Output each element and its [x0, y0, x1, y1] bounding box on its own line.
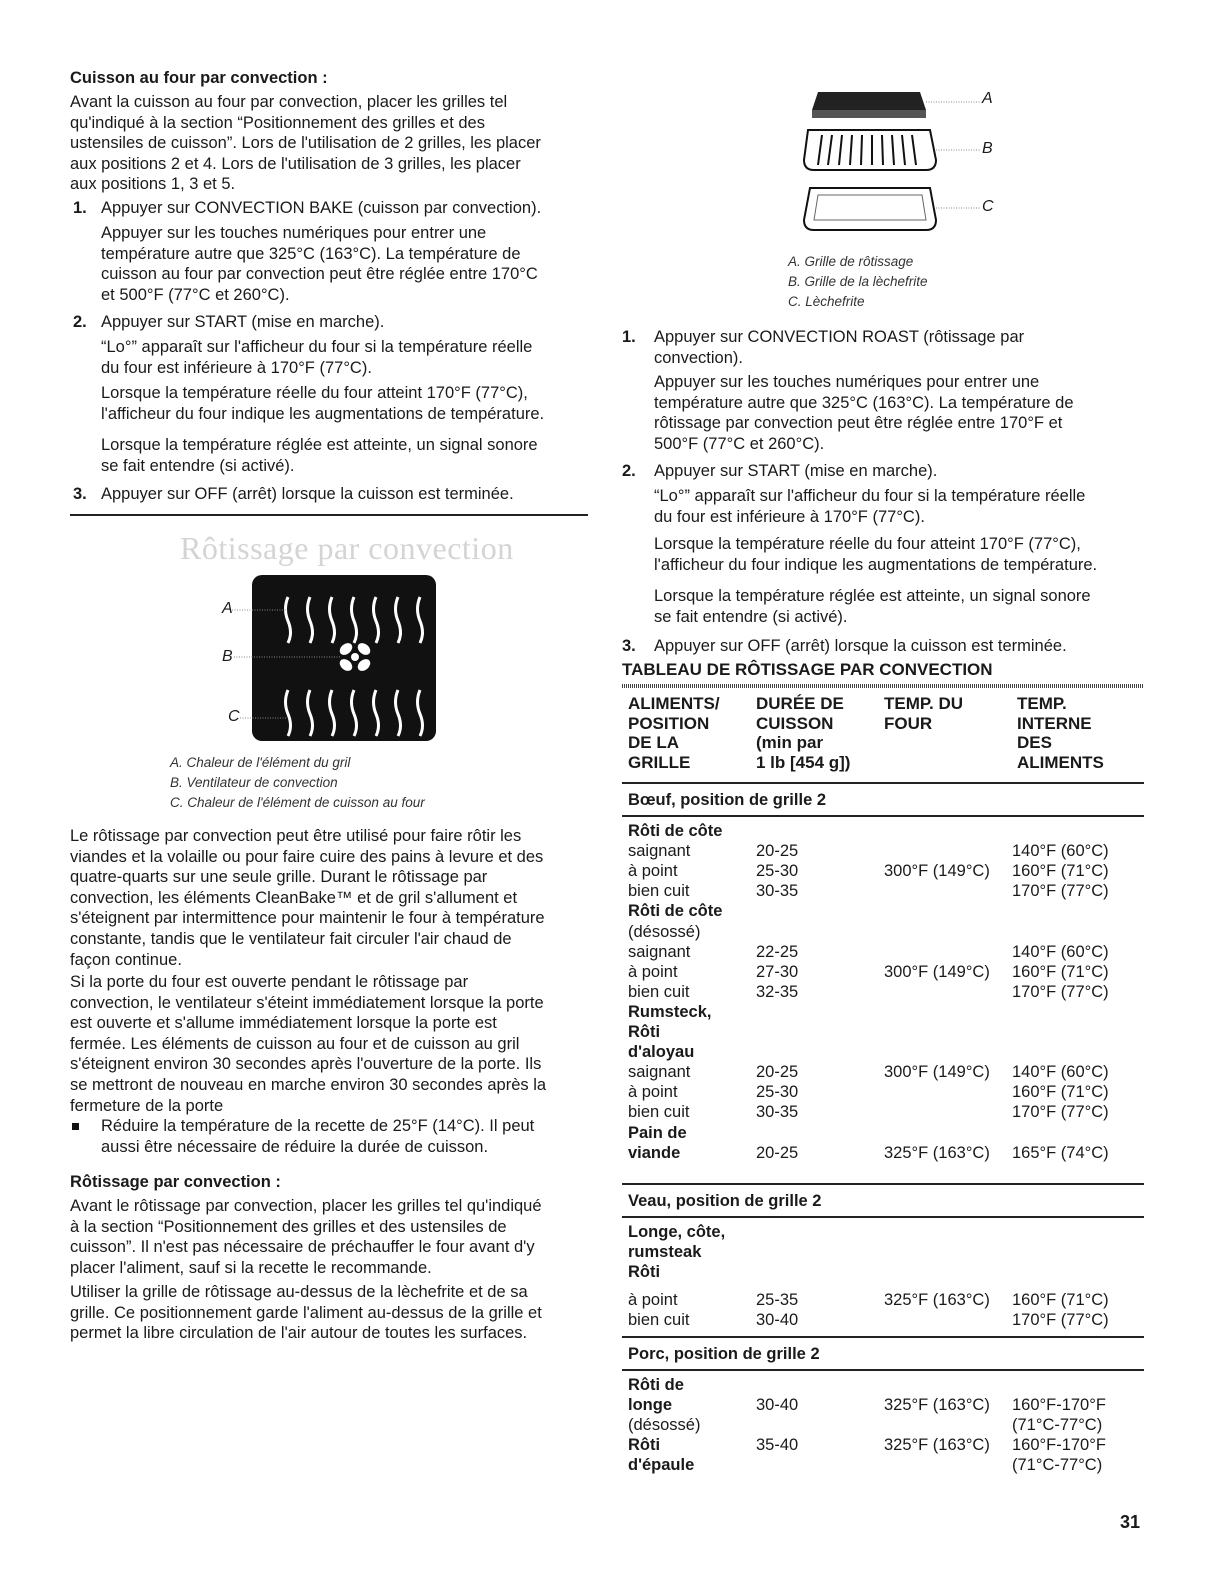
column-header-time — [756, 694, 850, 772]
table-section-pork: Porc, position de grille 2 — [628, 1345, 820, 1363]
internal-temp-cell: 170°F (77°C) — [1012, 882, 1109, 901]
header-line: INTERNE — [1017, 713, 1092, 733]
text-line: convection). — [654, 348, 743, 367]
text-line: l'afficheur du four indique les augmentations de température. — [101, 404, 545, 423]
time-cell: 20-25 — [756, 1063, 799, 1082]
step-text: Appuyer sur OFF (arrêt) lorsque la cuisson est terminée. — [101, 485, 514, 503]
text-line: Lorsque la température réglée est atteinte, un signal sonore — [101, 436, 538, 454]
oven-temp-cell: 300°F (149°C) — [884, 862, 990, 881]
step-detail — [654, 486, 1144, 527]
time-cell: 32-35 — [756, 982, 799, 1001]
internal-temp-cell: 170°F (77°C) — [1012, 1311, 1109, 1330]
internal-temp-cell: 140°F (60°C) — [1012, 1063, 1109, 1082]
text-line: fermée. Les éléments de cuisson au four et de cuisson au gril — [70, 1034, 520, 1053]
food-cell: Pain de — [628, 1123, 687, 1142]
step-number: 1. — [73, 199, 87, 217]
food-cell: rumsteak — [628, 1243, 702, 1262]
table-title: TABLEAU DE RÔTISSAGE PAR CONVECTION — [622, 660, 993, 679]
food-cell: bien cuit — [628, 1103, 690, 1122]
divider — [70, 514, 588, 516]
internal-temp-cell: 160°F-170°F — [1012, 1436, 1106, 1455]
table-row — [628, 1395, 1143, 1415]
food-cell: Rôti — [628, 1436, 661, 1455]
food-cell: à point — [628, 962, 678, 981]
food-cell: longe — [628, 1396, 672, 1415]
text-line: est ouverte et s'allume immédiatement lorsque la porte est — [70, 1014, 497, 1033]
table-row — [628, 1002, 1143, 1022]
table-row — [628, 1262, 1143, 1282]
text-line: Appuyer sur CONVECTION ROAST (rôtissage par — [654, 328, 1025, 346]
step-number: 1. — [622, 328, 636, 346]
figure-label-c: C — [982, 198, 994, 215]
oven-temp-cell: 300°F (149°C) — [884, 1063, 990, 1082]
figure-caption: A. Chaleur de l'élément du gril — [170, 755, 351, 770]
text-line: viandes et la volaille ou pour faire cuire des pains à levure et des — [70, 847, 544, 866]
text-line: ustensiles de cuisson”. Lors de l'utilisation de 2 grilles, les placer — [70, 134, 541, 153]
text-line: cuisson au four par convection peut être réglée entre 170°C — [101, 265, 538, 284]
table-row — [628, 1290, 1143, 1310]
header-line: GRILLE — [628, 752, 691, 772]
text-line: du four est inférieure à 170°F (77°C). — [654, 507, 925, 526]
food-cell: viande — [628, 1143, 681, 1162]
column-header-internal-temp — [1017, 694, 1104, 772]
text-line: Avant le rôtissage par convection, placer les grilles tel qu'indiqué — [70, 1197, 542, 1215]
convection-bake-intro — [70, 92, 590, 195]
figure-label-a: A — [982, 90, 993, 107]
text-line: se fait entendre (si activé). — [654, 607, 848, 626]
text-line: “Lo°” apparaît sur l'afficheur du four si la température réelle — [101, 338, 533, 356]
table-row — [628, 1123, 1143, 1143]
time-cell: 25-35 — [756, 1291, 799, 1310]
food-cell: bien cuit — [628, 982, 690, 1001]
figure-label-c: C — [228, 708, 240, 725]
figure-caption: C. Lèchefrite — [788, 294, 865, 309]
body-paragraph — [70, 972, 595, 1116]
text-line: s'éteignent environ 30 secondes après l'ouverture de la porte. Ils — [70, 1055, 542, 1074]
figure-caption: C. Chaleur de l'élément de cuisson au four — [170, 795, 425, 810]
text-line: placer l'aliment, sauf si la recette le recommande. — [70, 1258, 432, 1277]
table-row — [628, 881, 1143, 901]
step-text: Appuyer sur START (mise en marche). — [654, 462, 938, 480]
text-line: fermeture de la porte — [70, 1096, 224, 1115]
header-line: TEMP. — [1017, 694, 1067, 713]
table-row — [628, 861, 1143, 881]
table-rule — [622, 782, 1144, 784]
text-line: Lorsque la température réelle du four atteint 170°F (77°C), — [101, 384, 528, 402]
text-line: façon continue. — [70, 950, 182, 969]
text-line: Utiliser la grille de rôtissage au-dessus de la lèchefrite et de sa — [70, 1283, 528, 1301]
text-line: température autre que 325°C (163°C). La température de — [101, 244, 521, 263]
bullet-icon — [72, 1123, 79, 1130]
text-line: cuisson”. Il n'est pas nécessaire de préchauffer le four avant d'y — [70, 1238, 535, 1257]
figure-caption: A. Grille de rôtissage — [788, 254, 914, 269]
text-line: convection, les éléments CleanBake™ et de gril s'allument et — [70, 888, 518, 907]
table-row — [628, 922, 1143, 942]
food-cell: Rôti — [628, 1023, 661, 1041]
table-row — [628, 1102, 1143, 1122]
header-line: DES — [1017, 733, 1052, 752]
food-cell: à point — [628, 1291, 678, 1310]
step-text — [654, 327, 1144, 368]
food-cell: Rôti de — [628, 1376, 684, 1394]
internal-temp-cell: 160°F (71°C) — [1012, 962, 1109, 981]
time-cell: 22-25 — [756, 942, 799, 961]
text-line: s'éteignent par intermittence pour maintenir le four à température — [70, 909, 545, 928]
step-text: Appuyer sur START (mise en marche). — [101, 313, 385, 331]
section-title: Rôtissage par convection — [180, 530, 514, 566]
roasting-pan-diagram — [800, 80, 1010, 245]
internal-temp-cell: (71°C-77°C) — [1012, 1456, 1103, 1475]
food-cell: Rôti de côte — [628, 902, 723, 921]
body-paragraph — [70, 826, 595, 970]
food-cell: d'épaule — [628, 1456, 695, 1475]
step-text: Appuyer sur CONVECTION BAKE (cuisson par convection). — [101, 199, 542, 217]
header-line: DE LA — [628, 733, 679, 752]
food-cell: bien cuit — [628, 882, 690, 901]
table-row — [628, 962, 1143, 982]
table-row — [628, 1455, 1143, 1475]
text-line: à la section “Positionnement des grilles et des ustensiles de — [70, 1217, 507, 1236]
column-header-food — [628, 694, 720, 772]
text-line: aussi être nécessaire de réduire la durée de cuisson. — [101, 1137, 489, 1156]
text-line: aux positions 2 et 4. Lors de l'utilisation de 3 grilles, les placer — [70, 154, 521, 173]
table-rule — [622, 1369, 1144, 1371]
table-row — [628, 1310, 1143, 1330]
text-line: Appuyer sur les touches numériques pour entrer une — [101, 224, 487, 242]
roasting-pan-illustration — [800, 80, 1010, 245]
table-row — [628, 1222, 1143, 1242]
text-line: se fait entendre (si activé). — [101, 456, 295, 475]
oven-temp-cell: 325°F (163°C) — [884, 1143, 990, 1162]
text-line: qu'indiqué à la section “Positionnement des grilles et des — [70, 113, 485, 132]
internal-temp-cell: 165°F (74°C) — [1012, 1143, 1109, 1162]
table-row — [628, 1062, 1143, 1082]
text-line: “Lo°” apparaît sur l'afficheur du four si la température réelle — [654, 487, 1086, 505]
text-line: se mettront de nouveau en marche environ 30 secondes après la — [70, 1075, 547, 1094]
text-line: Le rôtissage par convection peut être utilisé pour faire rôtir les — [70, 827, 522, 845]
step-detail — [101, 337, 591, 378]
step-detail — [101, 223, 591, 305]
table-row — [628, 821, 1143, 841]
table-row — [628, 942, 1143, 962]
time-cell: 30-40 — [756, 1311, 799, 1330]
table-row — [628, 1242, 1143, 1262]
food-cell: Rôti — [628, 1263, 661, 1282]
figure-caption: B. Grille de la lèchefrite — [788, 274, 928, 289]
step-detail — [654, 372, 1144, 454]
text-line: permet la libre circulation de l'air autour de toutes les surfaces. — [70, 1324, 528, 1343]
text-line: l'afficheur du four indique les augmentations de température. — [654, 555, 1098, 574]
header-line: TEMP. DU — [884, 694, 964, 713]
time-cell: 27-30 — [756, 962, 799, 981]
food-cell: saignant — [628, 1063, 691, 1082]
food-cell: Rumsteck, — [628, 1002, 712, 1021]
text-line: convection, le ventilateur s'éteint immédiatement lorsque la porte — [70, 993, 544, 1012]
bullet-text — [101, 1116, 591, 1157]
text-line: Avant la cuisson au four par convection, placer les grilles tel — [70, 93, 508, 111]
internal-temp-cell: 160°F-170°F — [1012, 1396, 1106, 1415]
food-cell: Longe, côte, — [628, 1223, 726, 1241]
step-detail — [654, 534, 1144, 575]
figure-caption: B. Ventilateur de convection — [170, 775, 338, 790]
step-detail — [101, 435, 591, 476]
text-line: Réduire la température de la recette de 25°F (14°C). Il peut — [101, 1117, 535, 1135]
time-cell: 35-40 — [756, 1436, 799, 1455]
table-row — [628, 1042, 1143, 1062]
time-cell: 20-25 — [756, 1143, 799, 1162]
time-cell: 25-30 — [756, 1083, 799, 1102]
text-line: et 500°F (77°C et 260°C). — [101, 285, 290, 304]
header-line: ALIMENTS — [1017, 752, 1104, 772]
text-line: rôtissage par convection peut être réglée entre 170°F et — [654, 414, 1063, 433]
text-line: du four est inférieure à 170°F (77°C). — [101, 358, 372, 377]
header-line: 1 lb [454 g]) — [756, 752, 851, 772]
text-line: Lorsque la température réelle du four atteint 170°F (77°C), — [654, 535, 1081, 553]
table-row — [628, 1375, 1143, 1395]
food-cell: (désossé) — [628, 1416, 701, 1435]
time-cell: 25-30 — [756, 862, 799, 881]
table-row — [628, 1415, 1143, 1435]
header-line: DURÉE DE — [756, 694, 844, 713]
internal-temp-cell: 160°F (71°C) — [1012, 1291, 1109, 1310]
table-row — [628, 841, 1143, 861]
header-line: CUISSON — [756, 713, 834, 733]
text-line: Si la porte du four est ouverte pendant le rôtissage par — [70, 973, 469, 991]
table-section-veal: Veau, position de grille 2 — [628, 1192, 822, 1210]
text-line: quatre-quarts sur une seule grille. Durant le rôtissage par — [70, 868, 488, 887]
table-row — [628, 982, 1143, 1002]
step-text: Appuyer sur OFF (arrêt) lorsque la cuisson est terminée. — [654, 637, 1067, 655]
header-line: POSITION — [628, 713, 710, 733]
step-number: 2. — [73, 313, 87, 331]
food-cell: à point — [628, 862, 678, 881]
header-line: ALIMENTS/ — [628, 694, 720, 713]
time-cell: 30-35 — [756, 1103, 799, 1122]
food-cell: d'aloyau — [628, 1043, 695, 1062]
step-detail — [654, 586, 1144, 627]
table-rule — [622, 1183, 1144, 1185]
figure-label-a: A — [222, 600, 233, 617]
body-paragraph — [70, 1282, 595, 1344]
step-detail — [101, 383, 591, 424]
table-row — [628, 1435, 1143, 1455]
step-number: 3. — [622, 637, 636, 655]
food-cell: saignant — [628, 942, 691, 961]
text-line: constante, tandis que le ventilateur fait circuler l'air chaud de — [70, 929, 512, 948]
internal-temp-cell: 160°F (71°C) — [1012, 862, 1109, 881]
internal-temp-cell: (71°C-77°C) — [1012, 1416, 1103, 1435]
page-number: 31 — [1120, 1512, 1141, 1532]
text-line: aux positions 1, 3 et 5. — [70, 175, 236, 194]
text-line: température autre que 325°C (163°C). La température de — [654, 393, 1074, 412]
convection-bake-heading: Cuisson au four par convection : — [70, 69, 328, 87]
table-row — [628, 1022, 1143, 1042]
internal-temp-cell: 170°F (77°C) — [1012, 1103, 1109, 1122]
header-line: FOUR — [884, 713, 933, 733]
table-section-beef: Bœuf, position de grille 2 — [628, 791, 826, 809]
text-line: 500°F (77°C et 260°C). — [654, 434, 825, 453]
figure-label-b: B — [222, 648, 233, 665]
food-cell: Rôti de côte — [628, 822, 723, 840]
convection-roast-heading: Rôtissage par convection : — [70, 1173, 281, 1191]
table-row — [628, 901, 1143, 921]
body-paragraph — [70, 1196, 595, 1278]
time-cell: 20-25 — [756, 842, 799, 861]
internal-temp-cell: 170°F (77°C) — [1012, 982, 1109, 1001]
step-number: 2. — [622, 462, 636, 480]
table-rule — [622, 1216, 1144, 1218]
food-cell: bien cuit — [628, 1311, 690, 1330]
step-number: 3. — [73, 485, 87, 503]
time-cell: 30-35 — [756, 882, 799, 901]
table-row — [628, 1082, 1143, 1102]
header-line: (min par — [756, 733, 824, 752]
time-cell: 30-40 — [756, 1396, 799, 1415]
oven-temp-cell: 325°F (163°C) — [884, 1291, 990, 1310]
oven-temp-cell: 325°F (163°C) — [884, 1396, 990, 1415]
internal-temp-cell: 140°F (60°C) — [1012, 842, 1109, 861]
table-rule — [622, 1336, 1144, 1338]
food-cell: saignant — [628, 842, 691, 861]
table-row — [628, 1143, 1143, 1163]
figure-label-b: B — [982, 140, 993, 157]
table-rule — [622, 815, 1144, 817]
text-line: grille. Ce positionnement garde l'aliment au-dessus de la grille et — [70, 1303, 542, 1322]
column-header-oven-temp — [884, 694, 963, 733]
text-line: Lorsque la température réglée est atteinte, un signal sonore — [654, 587, 1091, 605]
food-cell: (désossé) — [628, 922, 701, 941]
oven-temp-cell: 300°F (149°C) — [884, 962, 990, 981]
oven-temp-cell: 325°F (163°C) — [884, 1436, 990, 1455]
internal-temp-cell: 160°F (71°C) — [1012, 1083, 1109, 1102]
text-line: Appuyer sur les touches numériques pour entrer une — [654, 373, 1040, 391]
food-cell: à point — [628, 1083, 678, 1102]
internal-temp-cell: 140°F (60°C) — [1012, 942, 1109, 961]
table-top-rule — [622, 684, 1144, 688]
